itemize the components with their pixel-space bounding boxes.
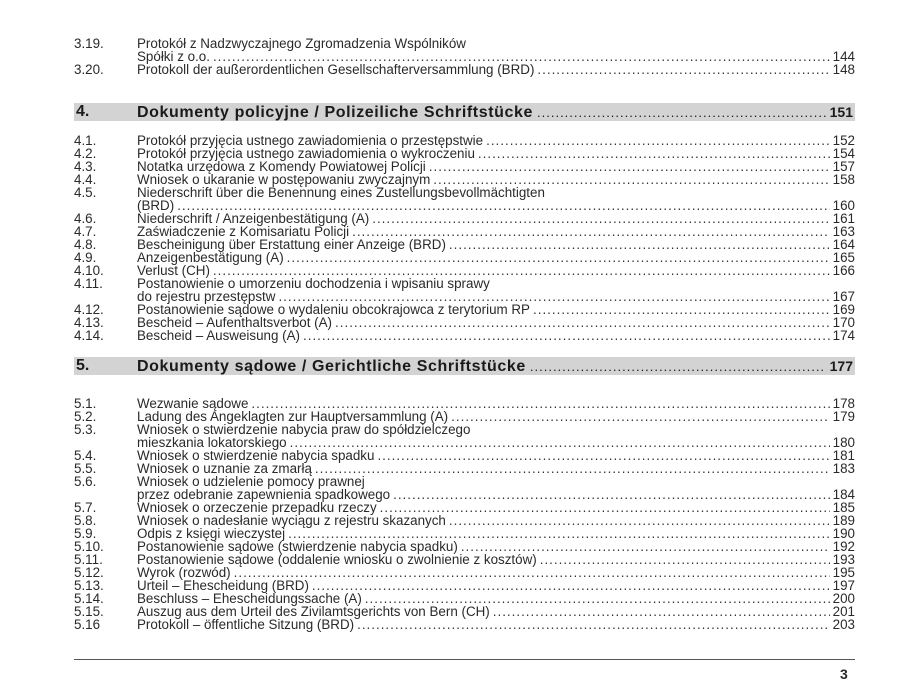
entry-number: 5.11. <box>74 552 103 567</box>
entry-page: 201 <box>832 604 855 619</box>
entry-number: 4.11. <box>74 276 103 291</box>
entry-title: Anzeigenbestätigung (A) <box>137 250 284 265</box>
entry-number: 5.16 <box>74 617 101 632</box>
section-title: Dokumenty sądowe / Gerichtliche Schriftstücke <box>137 358 526 375</box>
entry-title: Postanowienie sądowe (stwierdzenie nabycia spadku) <box>137 539 458 554</box>
leader-dots <box>478 147 830 160</box>
entry-number: 5.15. <box>74 604 104 619</box>
entry-page: 160 <box>832 198 855 213</box>
section-page: 177 <box>829 358 853 374</box>
entry-number: 4.5. <box>74 185 97 200</box>
entry-page: 197 <box>832 578 855 593</box>
entry-number: 4.6. <box>74 211 97 226</box>
entry-page: 203 <box>832 617 855 632</box>
entry-title: Auszug aus dem Urteil des Zivilamtsgerichts von Bern (CH) <box>137 604 490 619</box>
entry-page: 167 <box>832 289 855 304</box>
section-title: Dokumenty policyjne / Polizeiliche Schriftstücke <box>137 104 534 121</box>
leader-dots <box>377 449 829 462</box>
entry-page: 144 <box>832 49 855 64</box>
toc-entry[interactable] <box>74 63 855 76</box>
leader-dots <box>380 501 830 514</box>
leader-dots <box>335 316 830 329</box>
entry-page: 164 <box>832 237 855 252</box>
entry-number: 4.2. <box>74 146 97 161</box>
entry-title: Protokoll der außerordentlichen Gesellschafterversammlung (BRD) <box>137 62 535 77</box>
entry-page: 180 <box>832 435 855 450</box>
footer-rule <box>74 659 855 660</box>
entry-title: do rejestru przestępstw <box>137 289 276 304</box>
leader-dots <box>533 303 830 316</box>
entry-title: (BRD) <box>137 198 175 213</box>
entry-number: 4.13. <box>74 315 104 330</box>
leader-dots <box>287 251 830 264</box>
section-page: 151 <box>829 104 853 120</box>
entry-title: Niederschrift / Anzeigenbestätigung (A) <box>137 211 370 226</box>
leader-dots <box>449 238 830 251</box>
leader-dots <box>357 618 830 631</box>
entry-page: 178 <box>832 396 855 411</box>
leader-dots <box>540 553 830 566</box>
entry-page: 157 <box>832 159 855 174</box>
entry-page: 166 <box>832 263 855 278</box>
leader-dots <box>234 566 830 579</box>
entry-title: Protokoll – öffentliche Sitzung (BRD) <box>137 617 355 632</box>
entry-number: 4.7. <box>74 224 97 239</box>
entry-number: 4.1. <box>74 133 97 148</box>
entry-number: 4.10. <box>74 263 104 278</box>
entry-page: 163 <box>832 224 855 239</box>
entry-number: 5.4. <box>74 448 97 463</box>
leader-dots <box>493 605 830 618</box>
entry-number: 4.4. <box>74 172 97 187</box>
leader-dots <box>530 358 826 376</box>
entry-title: Zaświadczenie z Komisariatu Policji <box>137 224 350 239</box>
entry-number: 4.9. <box>74 250 97 265</box>
leader-dots <box>372 212 829 225</box>
entry-number: 5.2. <box>74 409 97 424</box>
entry-page: 200 <box>832 591 855 606</box>
entry-number: 4.14. <box>74 328 104 343</box>
entry-number: 5.9. <box>74 526 97 541</box>
entry-title: Wniosek o stwierdzenie nabycia praw do spółdzielczego <box>137 422 471 437</box>
section-number: 4. <box>76 103 90 120</box>
entry-number: 5.6. <box>74 474 97 489</box>
entry-page: 165 <box>832 250 855 265</box>
entry-number: 5.5. <box>74 461 97 476</box>
entry-title: Wyrok (rozwód) <box>137 565 231 580</box>
entry-page: 189 <box>832 513 855 528</box>
entry-title: Niederschrift über die Benennung eines Zustellungsbevollmächtigten <box>137 185 545 200</box>
entry-title: Verlust (CH) <box>137 263 210 278</box>
entry-page: 179 <box>832 409 855 424</box>
leader-dots <box>537 63 829 76</box>
entry-page: 183 <box>832 461 855 476</box>
entry-page: 169 <box>832 302 855 317</box>
section-heading-5[interactable] <box>74 357 855 375</box>
entry-page: 170 <box>832 315 855 330</box>
section-number: 5. <box>76 357 90 374</box>
entry-title: Wniosek o orzeczenie przepadku rzeczy <box>137 500 377 515</box>
entry-page: 152 <box>832 133 855 148</box>
entry-title: Urteil – Ehescheidung (BRD) <box>137 578 309 593</box>
entry-title: Bescheinigung über Erstattung einer Anzeige (BRD) <box>137 237 446 252</box>
toc-entry[interactable] <box>74 277 855 303</box>
entry-title: Wniosek o ukaranie w postępowaniu zwyczajnym <box>137 172 431 187</box>
entry-page: 195 <box>832 565 855 580</box>
entry-title: Beschluss – Ehescheidungssache (A) <box>137 591 362 606</box>
entry-number: 5.14. <box>74 591 104 606</box>
entry-page: 158 <box>832 172 855 187</box>
entry-title: mieszkania lokatorskiego <box>137 435 287 450</box>
leader-dots <box>312 579 830 592</box>
entry-title: Wniosek o uznanie za zmarłą <box>137 461 312 476</box>
entry-title: Ladung des Angeklagten zur Hauptversammlung (A) <box>137 409 449 424</box>
entry-number: 5.13. <box>74 578 104 593</box>
entry-title: Bescheid – Ausweisung (A) <box>137 328 301 343</box>
entry-title: Protokół z Nadzwyczajnego Zgromadzenia Wspólników <box>137 36 466 51</box>
entry-title: Protokół przyjęcia ustnego zawiadomienia o wykroczeniu <box>137 146 475 161</box>
entry-page: 190 <box>832 526 855 541</box>
entry-number: 5.8. <box>74 513 97 528</box>
leader-dots <box>537 104 826 122</box>
toc-entry[interactable] <box>74 329 855 342</box>
entry-number: 3.20. <box>74 62 104 77</box>
leader-dots <box>429 160 830 173</box>
entry-number: 4.3. <box>74 159 97 174</box>
entry-number: 5.12. <box>74 565 104 580</box>
entry-title: Bescheid – Aufenthaltsverbot (A) <box>137 315 333 330</box>
entry-page: 174 <box>832 328 855 343</box>
toc-entry[interactable] <box>74 186 855 212</box>
leader-dots <box>486 134 830 147</box>
entry-title: Wniosek o stwierdzenie nabycia spadku <box>137 448 375 463</box>
page-number: 3 <box>840 666 848 682</box>
entry-page: 154 <box>832 146 855 161</box>
entry-page: 192 <box>832 539 855 554</box>
entry-page: 181 <box>832 448 855 463</box>
entry-page: 185 <box>832 500 855 515</box>
entry-title: Protokół przyjęcia ustnego zawiadomienia o przestępstwie <box>137 133 484 148</box>
toc-entry[interactable] <box>74 37 855 63</box>
leader-dots <box>451 410 830 423</box>
leader-dots <box>393 488 830 501</box>
entry-title: Postanowienie sądowe o wydaleniu obcokrajowca z terytorium RP <box>137 302 530 317</box>
toc-entry[interactable] <box>74 423 855 449</box>
entry-title: Postanowienie sądowe (oddalenie wniosku o zwolnienie z kosztów) <box>137 552 537 567</box>
entry-number: 3.19. <box>74 36 104 51</box>
entry-page: 193 <box>832 552 855 567</box>
toc-entry[interactable] <box>74 618 855 631</box>
entry-title: Wezwanie sądowe <box>137 396 249 411</box>
leader-dots <box>449 514 830 527</box>
entry-number: 5.7. <box>74 500 97 515</box>
entry-title: przez odebranie zapewnienia spadkowego <box>137 487 391 502</box>
leader-dots <box>315 462 830 475</box>
entry-title: Odpis z księgi wieczystej <box>137 526 286 541</box>
entry-number: 4.12. <box>74 302 104 317</box>
entry-page: 148 <box>832 62 855 77</box>
entry-page: 184 <box>832 487 855 502</box>
entry-title: Wniosek o udzielenie pomocy prawnej <box>137 474 365 489</box>
entry-number: 5.1. <box>74 396 97 411</box>
entry-title: Wniosek o nadesłanie wyciągu z rejestru skazanych <box>137 513 446 528</box>
entry-number: 4.8. <box>74 237 97 252</box>
section-heading-4[interactable] <box>74 103 855 121</box>
entry-title: Spółki z o.o. <box>137 49 210 64</box>
entry-number: 5.3. <box>74 422 97 437</box>
entry-number: 5.10. <box>74 539 104 554</box>
leader-dots <box>303 329 830 342</box>
entry-page: 161 <box>832 211 855 226</box>
toc-entry[interactable] <box>74 475 855 501</box>
entry-title: Notatka urzędowa z Komendy Powiatowej Policji <box>137 159 426 174</box>
entry-title: Postanowienie o umorzeniu dochodzenia i wpisaniu sprawy <box>137 276 490 291</box>
